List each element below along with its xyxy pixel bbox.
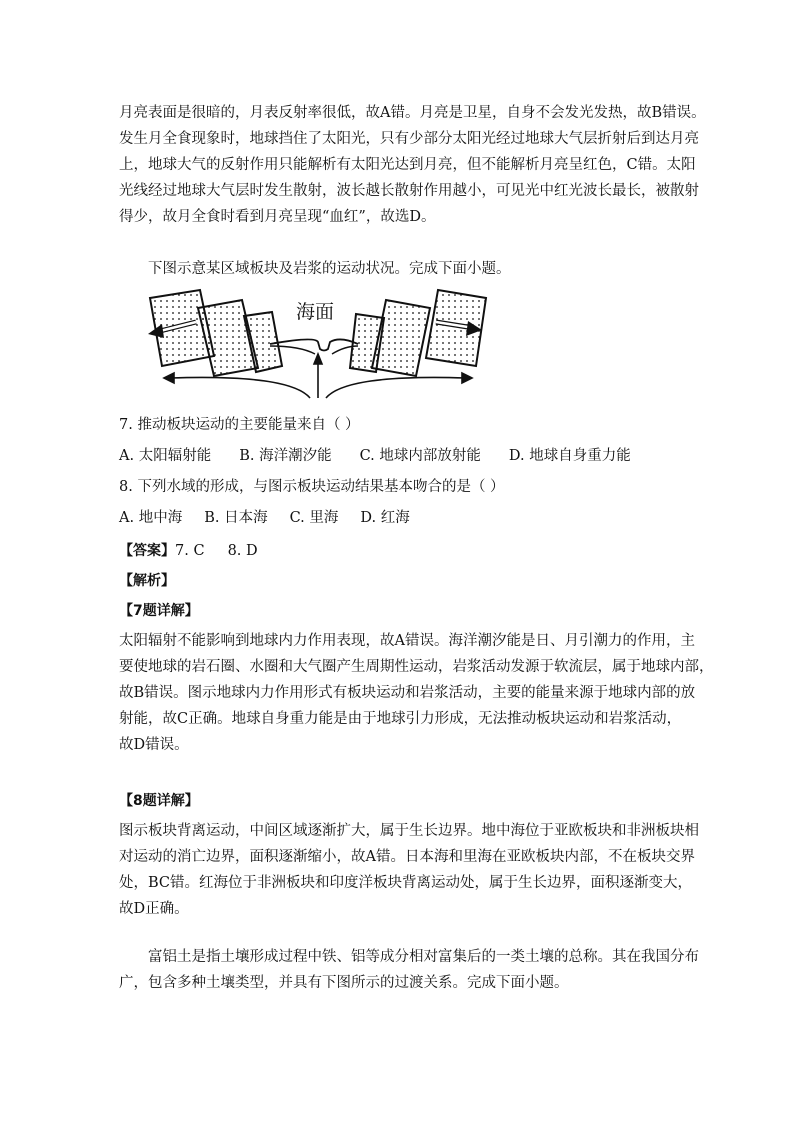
text-line: 广，包含多种土壤类型，并具有下图所示的过渡关系。完成下面小题。 [119, 975, 569, 991]
text-line: 富铝土是指土壤形成过程中铁、铝等成分相对富集后的一类土壤的总称。其在我国分布 [148, 949, 699, 965]
text-line: 故D正确。 [119, 901, 189, 917]
text-line: 太阳辐射不能影响到地球内力作用表现，故A错误。海洋潮汐能是日、月引潮力的作用，主 [119, 633, 695, 649]
question-intro: 下图示意某区域板块及岩浆的运动状况。完成下面小题。 [148, 261, 511, 277]
text-line: 故B错误。图示地球内力作用形式有板块运动和岩浆活动，主要的能量来源于地球内部的放 [119, 685, 696, 701]
option-c: C. 里海 [289, 510, 339, 526]
q7-detail-body [119, 628, 714, 758]
option-d: D. 地球自身重力能 [508, 448, 631, 464]
paragraph-moon-explanation [119, 100, 706, 230]
text-line: 对运动的消亡边界，面积逐渐缩小，故A错。日本海和里海在亚欧板块内部，不在板块交界 [119, 849, 695, 865]
sea-surface-label: 海面 [296, 301, 335, 323]
text-line: 故D错误。 [119, 737, 189, 753]
plate-movement-diagram [140, 286, 502, 404]
answer-line [119, 538, 679, 564]
text-line: 处，BC错。红海位于非洲板块和印度洋板块背离运动处，属于生长边界，面积逐渐变大， [119, 875, 693, 891]
q7-detail-label: 【7题详解】 [119, 603, 199, 619]
text-line: 发生月全食现象时，地球挡住了太阳光，只有少部分太阳光经过地球大气层折射后到达月亮 [119, 131, 699, 147]
right-plate-block-2 [372, 300, 430, 376]
answer-value: 7. C 8. D [175, 543, 258, 559]
question-7 [119, 412, 679, 469]
text-line: 射能，故C正确。地球自身重力能是由于地球引力形成，无法推动板块运动和岩浆活动， [119, 711, 682, 727]
q8-detail-label: 【8题详解】 [119, 793, 199, 809]
question-8 [119, 474, 679, 531]
text-line: 月亮表面是很暗的，月表反射率很低，故A错。月亮是卫星，自身不会发光发热，故B错误。 [119, 105, 706, 121]
option-b: B. 海洋潮汐能 [239, 448, 332, 464]
answer-label: 【答案】 [119, 543, 175, 559]
q8-detail-body [119, 818, 699, 922]
option-b: B. 日本海 [204, 510, 268, 526]
option-c: C. 地球内部放射能 [359, 448, 481, 464]
question-7-stem: 7. 推动板块运动的主要能量来自（ ） [119, 417, 360, 433]
text-line: 光线经过地球大气层时发生散射，波长越长散射作用越小，可见光中红光波长最长，被散射 [119, 183, 699, 199]
question-7-options [119, 438, 679, 469]
question-8-options [119, 500, 679, 531]
seafloor-line [270, 339, 358, 350]
question-8-stem: 8. 下列水域的形成，与图示板块运动结果基本吻合的是（ ） [119, 479, 505, 495]
analysis-label: 【解析】 [119, 573, 175, 589]
next-question-intro [119, 944, 699, 996]
text-line: 得少，故月全食时看到月亮呈现“血红”，故选D。 [119, 209, 436, 225]
text-line: 上，地球大气的反射作用只能解析有太阳光达到月亮，但不能解析月亮呈红色，C错。太阳 [119, 157, 696, 173]
option-a: A. 地中海 [119, 510, 183, 526]
text-line: 图示板块背离运动，中间区域逐渐扩大，属于生长边界。地中海位于亚欧板块和非洲板块相 [119, 823, 699, 839]
option-d: D. 红海 [360, 510, 410, 526]
text-line: 要使地球的岩石圈、水圈和大气圈产生周期性运动，岩浆活动发源于软流层，属于地球内部， [119, 659, 714, 675]
option-a: A. 太阳辐射能 [119, 448, 212, 464]
